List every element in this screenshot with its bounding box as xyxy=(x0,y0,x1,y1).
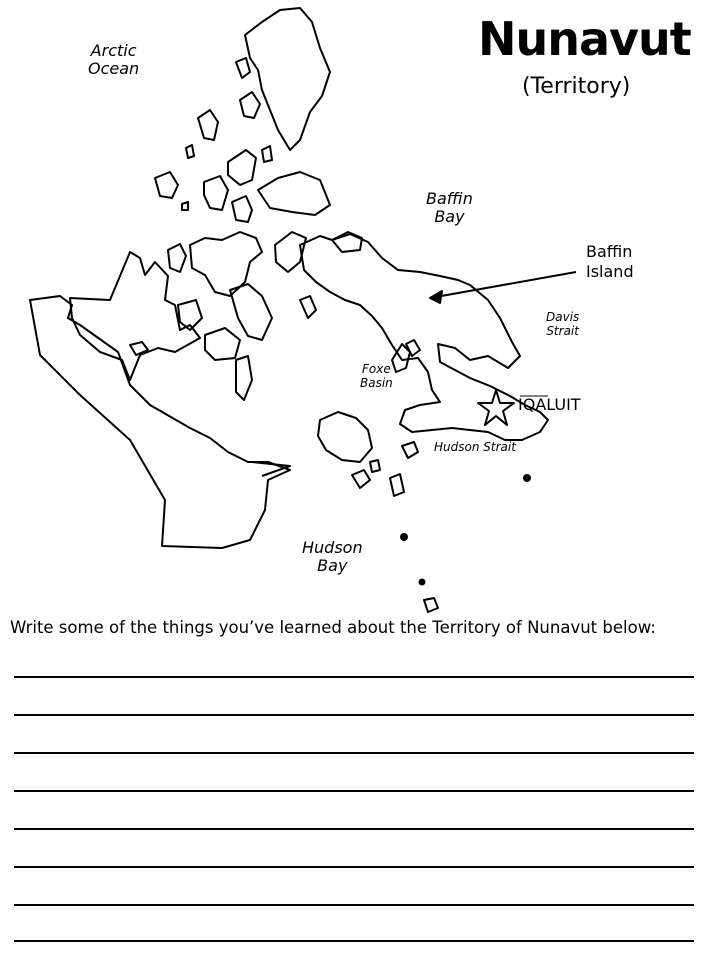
island-north-3 xyxy=(228,150,256,185)
island-belcher xyxy=(424,598,438,612)
island-south-2 xyxy=(402,442,418,458)
island-central-6 xyxy=(236,356,252,400)
island-north-5 xyxy=(232,196,252,222)
label-baffin-island xyxy=(586,242,634,282)
label-davis-strait-line2: Strait xyxy=(546,323,579,338)
writing-line[interactable] xyxy=(14,904,694,906)
island-north-9 xyxy=(236,58,250,78)
island-ellesmere xyxy=(245,8,330,150)
island-north-12 xyxy=(182,202,188,210)
mainland-outline xyxy=(30,296,290,548)
writing-line[interactable] xyxy=(14,828,694,830)
label-arctic-ocean-line2: Ocean xyxy=(88,59,140,79)
island-north-8 xyxy=(240,92,260,118)
label-capital: IQALUIT xyxy=(518,395,581,414)
page-subtitle: (Territory) xyxy=(522,74,631,99)
island-central-4 xyxy=(205,328,240,360)
island-north-4 xyxy=(204,176,228,210)
label-hudson-bay-line1: Hudson xyxy=(302,538,363,557)
inlet xyxy=(252,462,290,476)
island-north-7 xyxy=(198,110,218,140)
island-south-3 xyxy=(352,470,370,488)
island-central-8 xyxy=(300,296,316,318)
island-north-6 xyxy=(155,172,178,198)
writing-line[interactable] xyxy=(14,714,694,716)
baffin-island-outline xyxy=(300,234,548,440)
page-title: Nunavut xyxy=(478,12,691,66)
label-foxe-basin-line1: Foxe xyxy=(362,362,391,376)
island-north-2 xyxy=(258,172,330,215)
label-hudson-bay-line2: Bay xyxy=(317,556,348,576)
worksheet-prompt: Write some of the things you’ve learned about the Territory of Nunavut below: xyxy=(10,618,656,637)
label-baffin-island-line2: Island xyxy=(586,262,634,281)
label-davis-strait-line1: Davis xyxy=(546,310,580,324)
island-central-2 xyxy=(168,244,186,272)
label-hudson-bay xyxy=(302,539,363,576)
island-central-5 xyxy=(230,284,272,340)
writing-line[interactable] xyxy=(14,752,694,754)
writing-line[interactable] xyxy=(14,790,694,792)
label-foxe-basin-line2: Basin xyxy=(360,375,393,390)
island-north-10 xyxy=(262,146,272,162)
baffin-island-arrow xyxy=(430,272,576,298)
writing-line[interactable] xyxy=(14,940,694,942)
island-dot-1 xyxy=(401,534,407,540)
island-south-5 xyxy=(370,460,380,472)
island-dot-2 xyxy=(420,580,425,585)
label-baffin-island-line1: Baffin xyxy=(586,242,633,261)
label-davis-strait xyxy=(546,311,579,339)
baffin-lake-2 xyxy=(406,340,420,356)
label-arctic-ocean xyxy=(88,42,139,79)
label-baffin-bay-line1: Baffin xyxy=(426,189,473,208)
island-dot-3 xyxy=(524,475,530,481)
island-north-11 xyxy=(186,145,194,158)
writing-line[interactable] xyxy=(14,676,694,678)
southampton-island xyxy=(318,412,372,462)
arrowhead xyxy=(430,291,442,303)
island-south-4 xyxy=(390,474,404,496)
label-baffin-bay-line2: Bay xyxy=(434,207,465,227)
label-hudson-strait: Hudson Strait xyxy=(434,440,516,454)
label-arctic-ocean-line1: Arctic xyxy=(90,41,137,60)
label-baffin-bay xyxy=(426,190,473,227)
writing-line[interactable] xyxy=(14,866,694,868)
label-foxe-basin xyxy=(360,363,393,391)
